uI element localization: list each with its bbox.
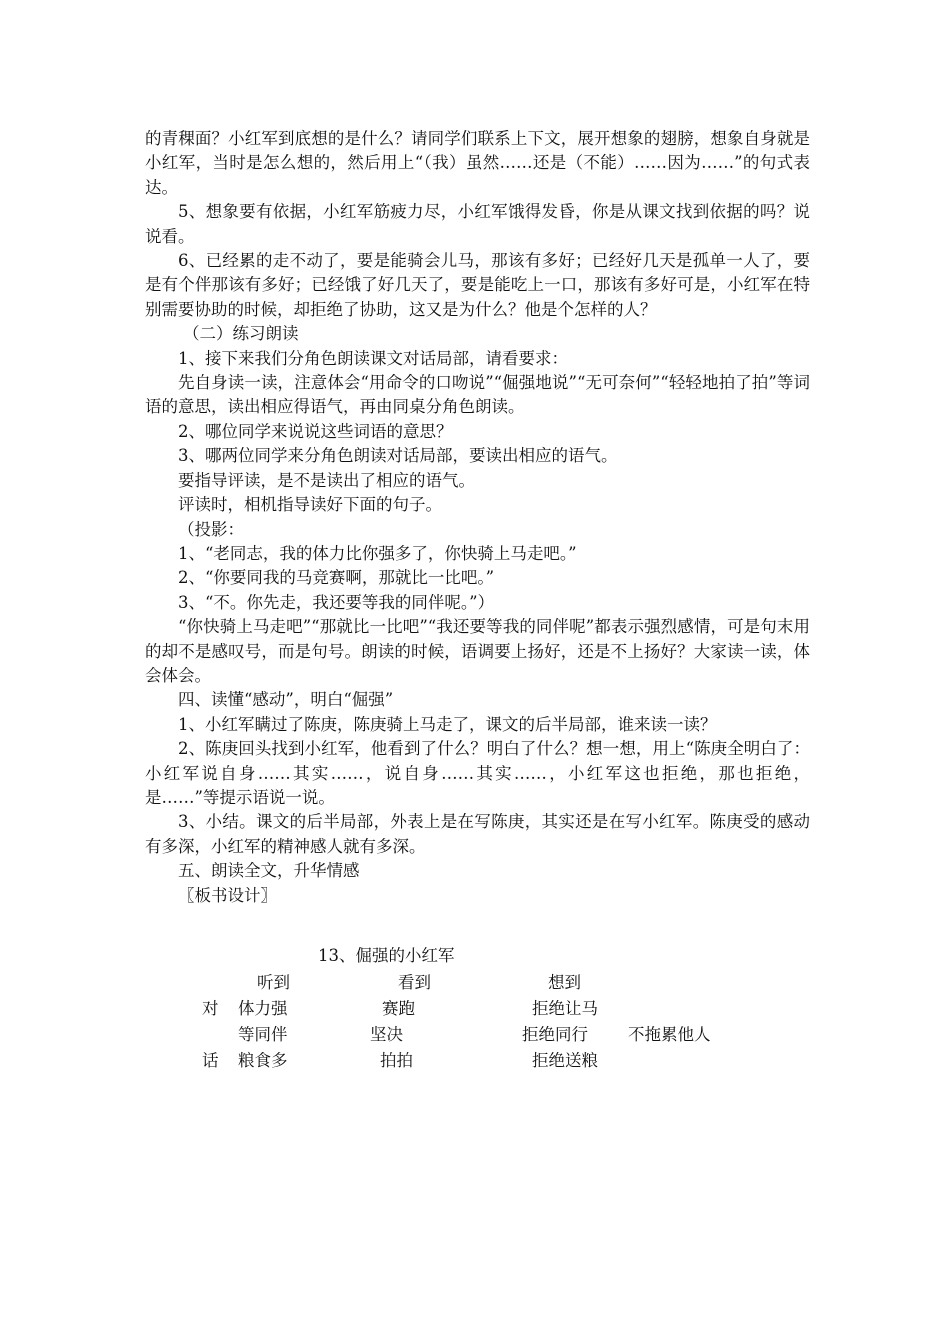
board-cell: 体力强 [238, 999, 288, 1018]
quote-line: 2、“你要同我的马竞赛啊，那就比一比吧。” [178, 568, 495, 588]
section-heading: 五、朗读全文，升华情感 [178, 861, 360, 881]
board-cell: 等同伴 [238, 1025, 288, 1044]
board-column-thought: 想到 [548, 973, 581, 992]
blackboard-design [0, 944, 950, 1084]
board-cell: 赛跑 [382, 999, 415, 1018]
board-cell: 坚决 [370, 1025, 403, 1044]
board-side-label: 话 [202, 1051, 219, 1070]
board-title: 13、倔强的小红军 [318, 946, 455, 965]
paragraph: 先自身读一读，注意体会“用命令的口吻说”“倔强地说”“无可奈何”“轻轻地拍了拍”等词语的意思，读出相应得语气，再由同桌分角色朗读。 [145, 373, 810, 417]
board-cell: 拒绝让马 [532, 999, 598, 1018]
paragraph: 1、小红军瞒过了陈庚，陈庚骑上马走了，课文的后半局部，谁来读一读？ [178, 714, 717, 734]
paragraph: 评读时，相机指导读好下面的句子。 [178, 495, 442, 515]
paragraph: 5、想象要有依据，小红军筋疲力尽，小红军饿得发昏，你是从课文找到依据的吗？说说看。 [145, 202, 810, 246]
section-heading: （二）练习朗读 [182, 324, 299, 344]
paragraph: 2、哪位同学来说说这些词语的意思？ [178, 421, 453, 441]
board-cell: 拒绝同行 [522, 1025, 588, 1044]
paragraph: 的青稞面？小红军到底想的是什么？请同学们联系上下文，展开想象的翅膀，想象自身就是小红军，当时是怎么想的，然后用上“（我）虽然……还是（不能）……因为……”的句式表达。 [145, 129, 810, 197]
quote-line: 3、“不。你先走，我还要等我的同伴呢。”） [178, 592, 495, 612]
paragraph: 6、已经累的走不动了，要是能骑会儿马，那该有多好；已经好几天是孤单一人了，要是有个伴那该有多好；已经饿了好几天了，要是能吃上一口，那该有多好可是，小红军在特别需要协助的时候，却拒绝了协助，这又是为什么？他是个怎样的人？ [145, 251, 810, 319]
board-column-heard: 听到 [257, 973, 290, 992]
paragraph: 要指导评读，是不是读出了相应的语气。 [178, 470, 475, 490]
paragraph: 1、接下来我们分角色朗读课文对话局部，请看要求： [178, 348, 568, 368]
paragraph: “你快骑上马走吧”“那就比一比吧”“我还要等我的同伴呢”都表示强烈感情，可是句末用的却不是感叹号，而是句号。朗读的时候，语调要上扬好，还是不上扬好？大家读一读，体会体会。 [145, 617, 810, 685]
board-cell: 拍拍 [380, 1051, 413, 1070]
board-side-label: 对 [202, 999, 219, 1018]
board-conclusion: 不拖累他人 [628, 1025, 711, 1044]
paragraph: 3、小结。课文的后半局部，外表上是在写陈庚，其实还是在写小红军。陈庚受的感动有多深，小红军的精神感人就有多深。 [145, 812, 810, 856]
paragraph: 2、陈庚回头找到小红军，他看到了什么？明白了什么？想一想，用上“陈庚全明白了：小红军说自身……其实……，说自身……其实……，小红军这也拒绝，那也拒绝，是……”等提示语说一说。 [145, 739, 810, 807]
board-cell: 拒绝送粮 [532, 1051, 598, 1070]
board-column-saw: 看到 [398, 973, 431, 992]
body-text [145, 127, 810, 908]
paragraph: 3、哪两位同学来分角色朗读对话局部，要读出相应的语气。 [178, 446, 618, 466]
paragraph: （投影： [178, 519, 244, 539]
section-heading: 〖板书设计〗 [178, 885, 277, 905]
section-heading: 四、读懂“感动”，明白“倔强” [178, 690, 394, 710]
quote-line: 1、“老同志，我的体力比你强多了，你快骑上马走吧。” [178, 543, 577, 563]
board-cell: 粮食多 [238, 1051, 288, 1070]
